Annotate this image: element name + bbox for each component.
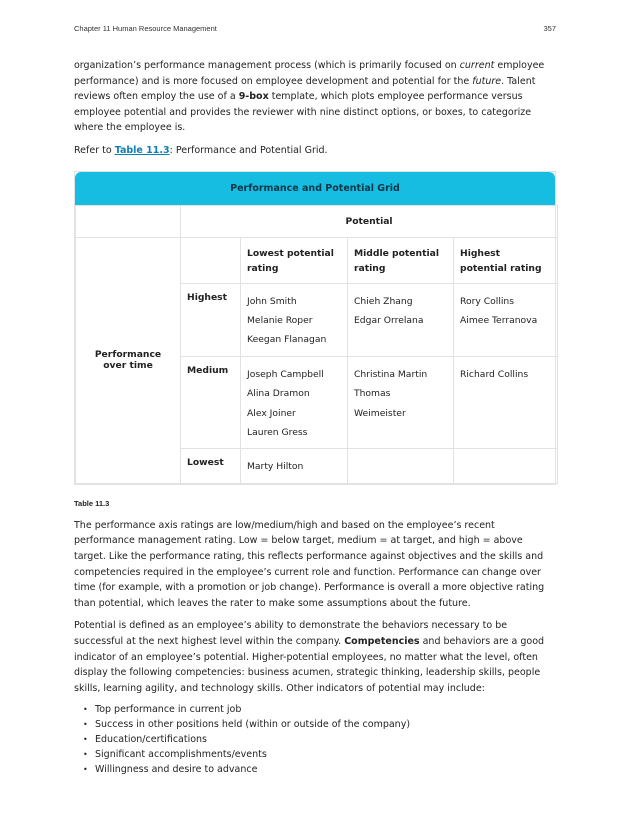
list-item: • Significant accomplishments/events [95, 748, 556, 763]
col-header-highest: Highest potential rating [454, 237, 558, 283]
cell-medium-highest: Richard Collins [454, 356, 558, 449]
page-number: 357 [543, 24, 556, 33]
row-label-medium: Medium [181, 356, 241, 449]
cell-lowest-lowest: Marty Hilton [241, 449, 348, 483]
page-header [74, 24, 556, 33]
performance-potential-table [74, 171, 556, 485]
table-title: Performance and Potential Grid [75, 172, 555, 205]
list-item: • Willingness and desire to advance [95, 763, 556, 778]
list-item: • Top performance in current job [95, 703, 556, 718]
table-link[interactable]: Table 11.3 [114, 144, 170, 156]
potential-header: Potential [181, 205, 558, 237]
cell-medium-middle: Christina Martin Thomas Weimeister [348, 356, 454, 449]
chapter-title: Chapter 11 Human Resource Management [74, 24, 217, 33]
list-item: • Success in other positions held (within or outside of the company) [95, 718, 556, 733]
page-content [74, 58, 556, 777]
performance-header: Performance over time [76, 237, 181, 483]
table-reference: Refer to Table 11.3: Performance and Potential Grid. [74, 144, 328, 156]
potential-paragraph: Potential is defined as an employee’s ability to demonstrate the behaviors necessary to be successful at the next highest level within the company. Competencies and behaviors are a good indicator of an employee’s potential. Higher-potential employees, no matter what the level, often display the following competencies: business acumen, strategic thinking, leadership skills, people skills, learning agility, and technology skills. Other indicators of potential may include: [74, 620, 545, 694]
row-label-highest: Highest [181, 283, 241, 356]
cell-lowest-highest [454, 449, 558, 483]
empty-corner-cell [76, 205, 181, 237]
potential-indicators-list [74, 703, 556, 777]
empty-header-cell [181, 237, 241, 283]
cell-medium-lowest: Joseph Campbell Alina Dramon Alex Joiner Lauren Gress [241, 356, 348, 449]
cell-highest-middle: Chieh Zhang Edgar Orrelana [348, 283, 454, 356]
intro-paragraph: organization’s performance management process (which is primarily focused on current employee performance) and is more focused on employee development and potential for the future. Talent reviews often employ the use of a 9-box template, which plots employee performance versus employee potential and provides the reviewer with nine distinct options, or boxes, to categorize where the employee is. [74, 60, 545, 134]
table-caption: Table 11.3 [74, 498, 110, 508]
cell-highest-lowest: John Smith Melanie Roper Keegan Flanagan [241, 283, 348, 356]
col-header-lowest: Lowest potential rating [241, 237, 348, 283]
col-header-middle: Middle potential rating [348, 237, 454, 283]
performance-axis-paragraph: The performance axis ratings are low/medium/high and based on the employee’s recent performance management rating. Low = below target, medium = at target, and high = above target. Like the performance rating, this reflects performance against objectives and the skills and competencies required in the employee’s current role and function. Performance can change over time (for example, with a promotion or job change). Performance is overall a more objective rating than potential, which leaves the rater to make some assumptions about the future. [74, 519, 545, 609]
list-item: • Education/certifications [95, 733, 556, 748]
cell-lowest-middle [348, 449, 454, 483]
cell-highest-highest: Rory Collins Aimee Terranova [454, 283, 558, 356]
row-label-lowest: Lowest [181, 449, 241, 483]
